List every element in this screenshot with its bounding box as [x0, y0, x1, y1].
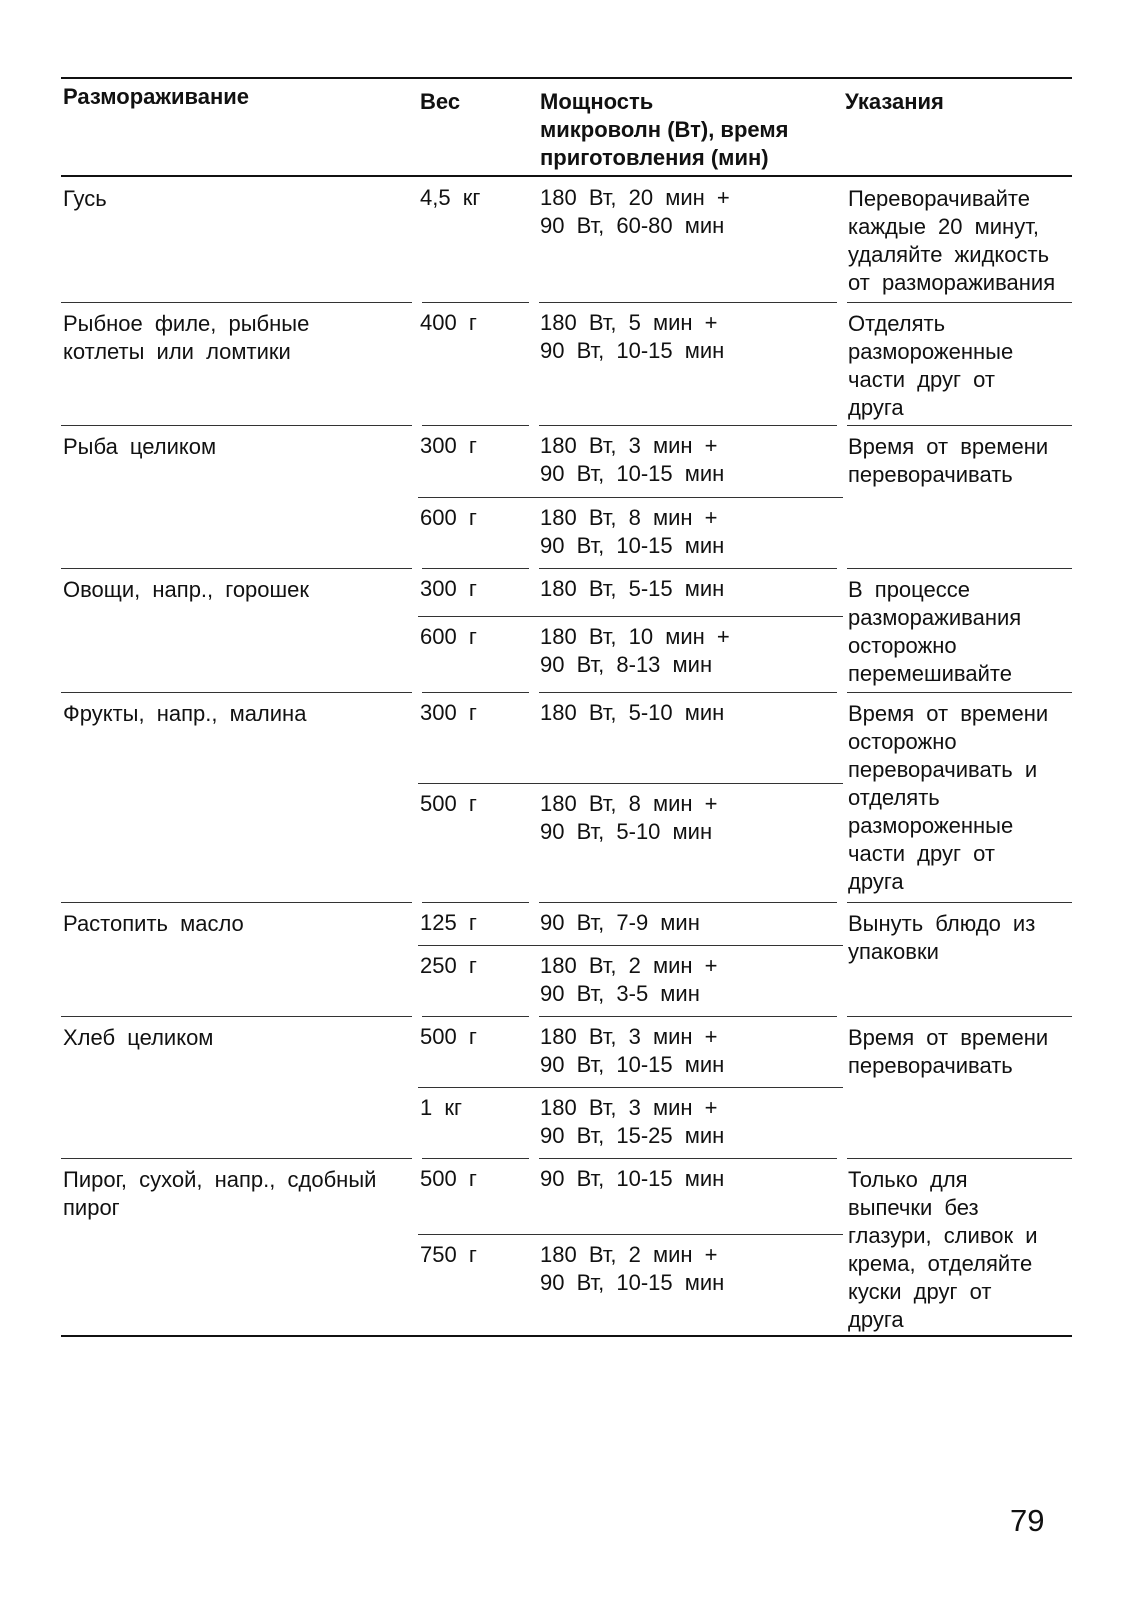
weight-cell: 300 г	[420, 433, 477, 458]
table-row	[61, 1158, 1072, 1335]
sub-row	[418, 692, 843, 783]
column-gap	[412, 1157, 422, 1159]
page-number: 79	[1010, 1503, 1045, 1538]
weight-cell: 300 г	[420, 576, 477, 601]
weight-power-list	[418, 1016, 843, 1158]
table-header	[61, 79, 1072, 177]
power-time-cell: 180 Вт, 5-15 мин	[540, 576, 725, 601]
table-body	[61, 177, 1072, 1335]
sub-row	[418, 616, 843, 692]
power-time-cell: 90 Вт, 7-9 мин	[540, 910, 700, 935]
sub-row	[418, 177, 843, 302]
weight-cell: 4,5 кг	[420, 185, 481, 210]
food-name: Рыбное филе, рыбные котлеты или ломтики	[63, 311, 310, 364]
weight-cell: 600 г	[420, 505, 477, 530]
column-gap	[837, 1157, 847, 1159]
weight-power-list	[418, 902, 843, 1016]
column-gap	[837, 424, 847, 426]
header-power-time: Мощность микроволн (Вт), время приготовления (мин)	[540, 89, 789, 170]
table-row	[61, 1016, 1072, 1158]
weight-power-list	[418, 568, 843, 692]
column-gap	[412, 691, 422, 693]
weight-power-list	[418, 302, 843, 425]
weight-cell: 300 г	[420, 700, 477, 725]
weight-power-list	[418, 692, 843, 902]
weight-power-list	[418, 425, 843, 568]
sub-row	[418, 1016, 843, 1087]
column-gap	[529, 424, 539, 426]
column-gap	[412, 901, 422, 903]
food-name: Пирог, сухой, напр., сдобный пирог	[63, 1167, 377, 1220]
table-row	[61, 177, 1072, 302]
note-cell: Время от времени переворачивать	[848, 434, 1049, 487]
table-row	[61, 302, 1072, 425]
food-name: Хлеб целиком	[63, 1025, 214, 1050]
column-gap	[837, 691, 847, 693]
column-gap	[412, 567, 422, 569]
note-cell: Время от времени переворачивать	[848, 1025, 1049, 1078]
food-name: Рыба целиком	[63, 434, 217, 459]
weight-power-list	[418, 177, 843, 302]
weight-cell: 125 г	[420, 910, 477, 935]
sub-row	[418, 783, 843, 902]
table-row	[61, 902, 1072, 1016]
weight-cell: 1 кг	[420, 1095, 462, 1120]
food-name: Гусь	[63, 186, 107, 211]
sub-row	[418, 1234, 843, 1335]
power-time-cell: 180 Вт, 3 мин + 90 Вт, 15-25 мин	[540, 1095, 725, 1148]
header-weight: Вес	[420, 89, 461, 114]
power-time-cell: 180 Вт, 8 мин + 90 Вт, 5-10 мин	[540, 791, 718, 844]
power-time-cell: 180 Вт, 3 мин + 90 Вт, 10-15 мин	[540, 1024, 725, 1077]
defrost-table	[61, 77, 1072, 1337]
power-time-cell: 90 Вт, 10-15 мин	[540, 1166, 725, 1191]
weight-cell: 500 г	[420, 1024, 477, 1049]
sub-row	[418, 302, 843, 425]
weight-cell: 250 г	[420, 953, 477, 978]
power-time-cell: 180 Вт, 2 мин + 90 Вт, 10-15 мин	[540, 1242, 725, 1295]
sub-row	[418, 945, 843, 1016]
weight-cell: 600 г	[420, 624, 477, 649]
food-name: Растопить масло	[63, 911, 244, 936]
column-gap	[529, 1015, 539, 1017]
sub-row	[418, 497, 843, 568]
column-gap	[837, 301, 847, 303]
weight-cell: 750 г	[420, 1242, 477, 1267]
power-time-cell: 180 Вт, 3 мин + 90 Вт, 10-15 мин	[540, 433, 725, 486]
weight-cell: 500 г	[420, 791, 477, 816]
power-time-cell: 180 Вт, 5 мин + 90 Вт, 10-15 мин	[540, 310, 725, 363]
sub-row	[418, 902, 843, 945]
sub-row	[418, 568, 843, 616]
power-time-cell: 180 Вт, 5-10 мин	[540, 700, 725, 725]
note-cell: Только для выпечки без глазури, сливок и крема, отделяйте куски друг от друга	[848, 1167, 1038, 1332]
column-gap	[837, 567, 847, 569]
note-cell: В процессе размораживания осторожно перемешивайте	[848, 577, 1022, 686]
column-gap	[412, 1015, 422, 1017]
weight-power-list	[418, 1158, 843, 1335]
note-cell: Вынуть блюдо из упаковки	[848, 911, 1036, 964]
weight-cell: 400 г	[420, 310, 477, 335]
power-time-cell: 180 Вт, 10 мин + 90 Вт, 8-13 мин	[540, 624, 730, 677]
sub-row	[418, 1158, 843, 1234]
note-cell: Время от времени осторожно переворачивать и отделять размороженные части друг от друга	[848, 701, 1049, 894]
table-row	[61, 425, 1072, 568]
column-gap	[529, 567, 539, 569]
food-name: Фрукты, напр., малина	[63, 701, 307, 726]
sub-row	[418, 425, 843, 497]
table-row	[61, 568, 1072, 692]
column-gap	[412, 424, 422, 426]
header-defrost: Размораживание	[63, 84, 250, 109]
note-cell: Отделять размороженные части друг от друга	[848, 311, 1014, 420]
column-gap	[837, 1015, 847, 1017]
column-gap	[529, 691, 539, 693]
sub-row	[418, 1087, 843, 1158]
table-row	[61, 692, 1072, 902]
power-time-cell: 180 Вт, 20 мин + 90 Вт, 60-80 мин	[540, 185, 730, 238]
power-time-cell: 180 Вт, 2 мин + 90 Вт, 3-5 мин	[540, 953, 718, 1006]
header-notes: Указания	[845, 89, 944, 114]
column-gap	[837, 901, 847, 903]
column-gap	[529, 1157, 539, 1159]
column-gap	[412, 301, 422, 303]
note-cell: Переворачивайте каждые 20 минут, удаляйте жидкость от размораживания	[848, 186, 1056, 295]
weight-cell: 500 г	[420, 1166, 477, 1191]
food-name: Овощи, напр., горошек	[63, 577, 310, 602]
column-gap	[529, 901, 539, 903]
column-gap	[529, 301, 539, 303]
power-time-cell: 180 Вт, 8 мин + 90 Вт, 10-15 мин	[540, 505, 725, 558]
